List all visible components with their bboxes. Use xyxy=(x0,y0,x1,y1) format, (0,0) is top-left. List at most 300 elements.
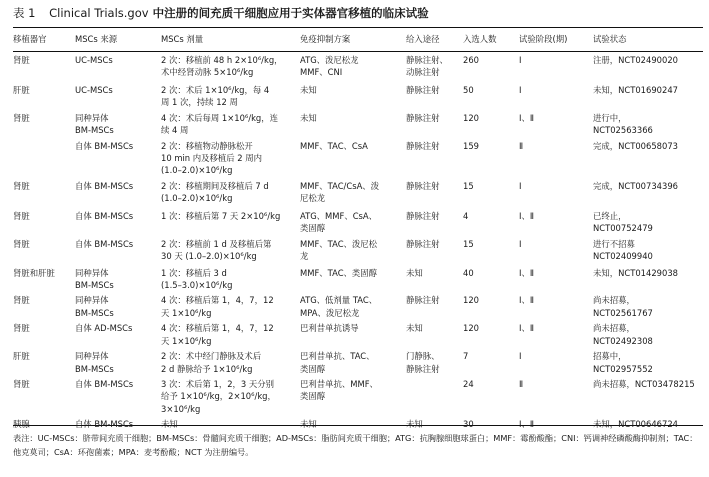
cell-immuno-content xyxy=(300,137,406,152)
cell-source-content xyxy=(75,415,161,430)
cell-organ xyxy=(13,235,75,264)
cell-dose xyxy=(161,264,300,292)
cell-line: 未知，NCT00646724 xyxy=(593,419,678,430)
cell-line: 静脉注射 xyxy=(406,140,440,151)
cell-line: 续 4 周 xyxy=(161,125,189,136)
cell-line: 未知 xyxy=(300,112,317,123)
cell-organ-content xyxy=(13,207,75,222)
cell-route-content xyxy=(406,375,463,378)
table-row xyxy=(13,291,703,319)
cell-line: 自体 AD-MSCs xyxy=(75,323,133,334)
cell-source-content xyxy=(75,347,161,375)
cell-line: 肾脏 xyxy=(13,55,30,65)
cell-line: 静脉注射 xyxy=(406,363,440,374)
cell-status-content xyxy=(593,291,703,319)
cell-line: 静脉注射、 xyxy=(406,55,448,65)
cell-immuno-content xyxy=(300,319,406,334)
cell-source xyxy=(75,415,161,430)
cell-status-content xyxy=(593,207,703,235)
cell-phase xyxy=(519,51,593,81)
cell-organ-content xyxy=(13,137,75,140)
cell-line: (1.0–2.0)×10⁶/kg xyxy=(161,165,233,176)
cell-n-content xyxy=(463,264,519,279)
cell-n-content xyxy=(463,207,519,222)
cell-line: Ⅰ、Ⅱ xyxy=(519,323,534,334)
cell-immuno xyxy=(300,415,406,430)
cell-n-content xyxy=(463,109,519,124)
cell-status-content xyxy=(593,235,703,263)
cell-line: 2 次：移植前 48 h 2×10⁶/kg， xyxy=(161,55,283,65)
cell-line: NCT02957552 xyxy=(593,363,653,374)
cell-line: Ⅰ xyxy=(519,85,522,95)
cell-route-content xyxy=(406,264,463,279)
cell-immuno xyxy=(300,137,406,177)
cell-phase-content xyxy=(519,375,593,390)
cell-n-content xyxy=(463,415,519,430)
cell-line: 肾脏 xyxy=(13,180,30,191)
cell-organ xyxy=(13,375,75,415)
cell-line: 自体 BM-MSCs xyxy=(75,419,134,430)
cell-line: 进行不招募 xyxy=(593,238,635,249)
cell-line: 159 xyxy=(463,140,479,151)
cell-line: 2 次：移植期间及移植后 7 d xyxy=(161,180,269,191)
cell-line: 30 xyxy=(463,419,474,430)
cell-n xyxy=(463,235,519,264)
table-title-zh: 中注册的间充质干细胞应用于实体器官移植的临床试验 xyxy=(148,6,429,20)
cell-immuno xyxy=(300,375,406,415)
cell-dose-content xyxy=(161,319,300,347)
cell-n-content xyxy=(463,319,519,334)
cell-line: 2 d 静脉给予 1×10⁶/kg xyxy=(161,363,253,374)
cell-line: 120 xyxy=(463,295,479,306)
cell-line: 自体 BM-MSCs xyxy=(75,238,134,249)
cell-source-content xyxy=(75,319,161,334)
cell-source xyxy=(75,347,161,375)
table-caption xyxy=(13,5,429,21)
cell-source xyxy=(75,137,161,177)
cell-immuno xyxy=(300,81,406,109)
cell-line: Ⅰ、Ⅱ xyxy=(519,419,534,430)
cell-dose-content xyxy=(161,207,300,222)
table-body xyxy=(13,51,703,431)
cell-line: 同种异体 xyxy=(75,295,109,306)
cell-line: BM-MSCs xyxy=(75,307,114,318)
cell-organ-content xyxy=(13,51,75,66)
cell-line: 静脉注射 xyxy=(406,210,440,221)
table-number: 表 1 xyxy=(13,6,36,20)
cell-route xyxy=(406,137,463,177)
cell-n xyxy=(463,51,519,81)
cell-dose xyxy=(161,235,300,264)
cell-line: 4 次：术后每周 1×10⁶/kg，连 xyxy=(161,112,278,123)
cell-status xyxy=(593,415,703,430)
cell-phase-content xyxy=(519,207,593,222)
cell-dose xyxy=(161,109,300,137)
cell-line: 肾脏和肝脏 xyxy=(13,267,55,278)
cell-line: 尚未招募，NCT03478215 xyxy=(593,378,695,389)
cell-line: 未知 xyxy=(406,419,423,430)
cell-route xyxy=(406,375,463,415)
cell-status xyxy=(593,207,703,235)
cell-line: 静脉注射 xyxy=(406,112,440,123)
cell-n xyxy=(463,291,519,319)
cell-line: 1 次：移植后第 7 天 2×10⁶/kg xyxy=(161,210,281,221)
cell-status-content xyxy=(593,81,703,96)
cell-line: 未知 xyxy=(406,267,423,278)
cell-line: 肾脏 xyxy=(13,295,30,306)
cell-dose-content xyxy=(161,137,300,177)
cell-phase xyxy=(519,415,593,430)
cell-line: Ⅰ xyxy=(519,180,522,191)
cell-dose xyxy=(161,319,300,347)
cell-organ xyxy=(13,109,75,137)
cell-line: 2 次：术中经门静脉及术后 xyxy=(161,351,262,362)
cell-line: 肾脏 xyxy=(13,323,30,334)
cell-n xyxy=(463,177,519,207)
cell-status xyxy=(593,177,703,207)
cell-route xyxy=(406,207,463,235)
cell-dose-content xyxy=(161,264,300,292)
cell-dose-content xyxy=(161,375,300,415)
cell-n xyxy=(463,319,519,347)
table-row xyxy=(13,235,703,264)
cell-status-content xyxy=(593,177,703,192)
cell-phase xyxy=(519,235,593,264)
cell-line: 静脉注射 xyxy=(406,238,440,249)
cell-line: 完成，NCT00658073 xyxy=(593,140,678,151)
col-header-source: MSCs 来源 xyxy=(75,34,118,45)
cell-phase-content xyxy=(519,109,593,124)
cell-route-content xyxy=(406,109,463,124)
cell-n xyxy=(463,207,519,235)
cell-phase-content xyxy=(519,235,593,250)
cell-line: 2 次：移植物动静脉松开 xyxy=(161,140,253,151)
cell-phase-content xyxy=(519,264,593,279)
cell-line: 120 xyxy=(463,323,479,334)
cell-source-content xyxy=(75,291,161,319)
cell-line: 50 xyxy=(463,85,474,95)
col-header-status: 试验状态 xyxy=(593,34,627,45)
cell-status-content xyxy=(593,375,703,390)
cell-line: 胰腺 xyxy=(13,419,30,430)
cell-line: 30 天 (1.0–2.0)×10⁶/kg xyxy=(161,251,257,262)
cell-line: 天 1×10⁶/kg xyxy=(161,307,212,318)
cell-line: 类固醇 xyxy=(300,391,326,402)
cell-line: 天 1×10⁶/kg xyxy=(161,335,212,346)
cell-source-content xyxy=(75,51,161,66)
cell-source xyxy=(75,51,161,81)
cell-n-content xyxy=(463,235,519,250)
cell-dose-content xyxy=(161,81,300,109)
table-row xyxy=(13,137,703,177)
cell-immuno-content xyxy=(300,291,406,319)
cell-phase xyxy=(519,347,593,375)
cell-dose-content xyxy=(161,51,300,79)
cell-dose xyxy=(161,81,300,109)
cell-status xyxy=(593,51,703,81)
cell-status-content xyxy=(593,109,703,137)
cell-organ xyxy=(13,177,75,207)
cell-route-content xyxy=(406,235,463,250)
cell-line: 4 xyxy=(463,210,469,221)
col-header-n: 入选人数 xyxy=(463,34,497,45)
cell-line: 3×10⁶/kg xyxy=(161,403,201,414)
cell-source-content xyxy=(75,177,161,192)
table-footnote: 表注：UC-MSCs：脐带间充质干细胞；BM-MSCs：骨髓间充质干细胞；AD-MSCs：脂肪间充质干细胞；ATG：抗胸腺细胞球蛋白；MMF：霉酚酸酯；CNI：钙调神经磷酸酶抑制剂；TAC：他克莫司；CsA：环孢菌素；MPA：麦考酚酸；NCT 为注册编号。 xyxy=(13,433,698,457)
cell-phase xyxy=(519,264,593,292)
cell-line: 给予 1×10⁶/kg，2×10⁶/kg， xyxy=(161,391,276,402)
cell-dose xyxy=(161,177,300,207)
cell-line: Ⅱ xyxy=(519,378,524,389)
table-row xyxy=(13,109,703,137)
cell-organ-content xyxy=(13,347,75,362)
cell-status-content xyxy=(593,415,703,430)
cell-line: 10 min 内及移植后 2 周内 xyxy=(161,153,263,164)
cell-line: 肾脏 xyxy=(13,112,30,123)
cell-dose-content xyxy=(161,347,300,375)
cell-line: 24 xyxy=(463,378,474,389)
cell-line: Ⅰ、Ⅱ xyxy=(519,112,534,123)
cell-route-content xyxy=(406,207,463,222)
cell-source-content xyxy=(75,207,161,222)
cell-line: 类固醇 xyxy=(300,223,326,234)
cell-n-content xyxy=(463,347,519,362)
cell-immuno-content xyxy=(300,347,406,375)
table-row xyxy=(13,347,703,375)
cell-source xyxy=(75,375,161,415)
col-header-organ: 移植器官 xyxy=(13,34,47,45)
cell-route-content xyxy=(406,347,463,375)
cell-status xyxy=(593,375,703,415)
cell-route xyxy=(406,319,463,347)
cell-immuno xyxy=(300,109,406,137)
cell-line: (1.5–3.0)×10⁶/kg xyxy=(161,280,233,291)
cell-n-content xyxy=(463,375,519,390)
cell-line: 自体 BM-MSCs xyxy=(75,180,134,191)
cell-line: 龙 xyxy=(300,251,309,262)
cell-line: 120 xyxy=(463,112,479,123)
cell-line: 未知 xyxy=(161,419,178,430)
cell-source-content xyxy=(75,375,161,390)
cell-organ-content xyxy=(13,81,75,96)
cell-line: 肾脏 xyxy=(13,378,30,389)
cell-immuno-content xyxy=(300,264,406,279)
cell-route xyxy=(406,235,463,264)
cell-immuno-content xyxy=(300,51,406,79)
cell-organ xyxy=(13,81,75,109)
cell-line: 注册，NCT02490020 xyxy=(593,55,678,65)
cell-line: ATG、低剂量 TAC、 xyxy=(300,295,378,306)
cell-phase xyxy=(519,81,593,109)
cell-line: 同种异体 xyxy=(75,112,109,123)
cell-line: 40 xyxy=(463,267,474,278)
col-header-dose: MSCs 剂量 xyxy=(161,34,204,45)
cell-line: 4 次：移植后第 1，4，7，12 xyxy=(161,295,274,306)
cell-route-content xyxy=(406,291,463,306)
cell-immuno-content xyxy=(300,235,406,263)
cell-dose xyxy=(161,207,300,235)
cell-dose-content xyxy=(161,109,300,137)
clinical-trials-table xyxy=(13,28,703,431)
cell-line: 静脉注射 xyxy=(406,295,440,306)
cell-line: 门静脉、 xyxy=(406,351,440,362)
cell-line: MMF、CNI xyxy=(300,67,343,78)
cell-line: BM-MSCs xyxy=(75,125,114,136)
cell-line: MMF、TAC/CsA、泼 xyxy=(300,180,380,191)
cell-phase xyxy=(519,109,593,137)
cell-line: 进行中， xyxy=(593,112,627,123)
cell-organ-content xyxy=(13,291,75,306)
table-row xyxy=(13,375,703,415)
cell-immuno-content xyxy=(300,177,406,205)
cell-line: 2 次：移植前 1 d 及移植后第 xyxy=(161,238,272,249)
cell-dose-content xyxy=(161,291,300,319)
cell-immuno-content xyxy=(300,207,406,235)
cell-line: Ⅱ xyxy=(519,140,524,151)
cell-status xyxy=(593,137,703,177)
cell-status xyxy=(593,235,703,264)
cell-line: 未知，NCT01429038 xyxy=(593,267,678,278)
cell-organ-content xyxy=(13,109,75,124)
cell-n xyxy=(463,264,519,292)
cell-source xyxy=(75,177,161,207)
cell-line: 静脉注射 xyxy=(406,85,440,95)
cell-n-content xyxy=(463,177,519,192)
cell-route xyxy=(406,415,463,430)
cell-line: 周 1 次，持续 12 周 xyxy=(161,97,238,108)
cell-line: Ⅰ xyxy=(519,55,522,65)
table-row xyxy=(13,207,703,235)
cell-line: 260 xyxy=(463,55,479,65)
cell-line: MMF、TAC、CsA xyxy=(300,140,368,151)
cell-line: 肾脏 xyxy=(13,238,30,249)
cell-line: NCT00752479 xyxy=(593,223,653,234)
cell-line: 尚未招募， xyxy=(593,295,635,306)
cell-phase-content xyxy=(519,137,593,152)
cell-route-content xyxy=(406,51,463,79)
cell-phase xyxy=(519,137,593,177)
cell-route xyxy=(406,291,463,319)
cell-route-content xyxy=(406,81,463,96)
cell-phase xyxy=(519,319,593,347)
cell-line: ATG、泼尼松龙 xyxy=(300,55,359,65)
cell-immuno xyxy=(300,264,406,292)
cell-organ-content xyxy=(13,177,75,192)
cell-immuno xyxy=(300,347,406,375)
cell-route-content xyxy=(406,177,463,192)
cell-line: 未知 xyxy=(406,323,423,334)
cell-organ-content xyxy=(13,375,75,390)
cell-line: NCT02563366 xyxy=(593,125,653,136)
cell-source-content xyxy=(75,81,161,96)
cell-phase-content xyxy=(519,347,593,362)
cell-line: 招募中， xyxy=(593,351,627,362)
cell-line: Ⅰ、Ⅱ xyxy=(519,210,534,221)
cell-line: 自体 BM-MSCs xyxy=(75,140,134,151)
cell-immuno xyxy=(300,207,406,235)
cell-line: 2 次：术后 1×10⁶/kg，每 4 xyxy=(161,85,270,95)
cell-organ-content xyxy=(13,235,75,250)
cell-immuno xyxy=(300,51,406,81)
cell-dose xyxy=(161,51,300,81)
cell-line: 术中经肾动脉 5×10⁶/kg xyxy=(161,67,254,78)
col-header-immuno: 免疫抑制方案 xyxy=(300,34,351,45)
cell-dose xyxy=(161,291,300,319)
cell-status xyxy=(593,264,703,292)
cell-n xyxy=(463,109,519,137)
cell-line: 15 xyxy=(463,238,474,249)
cell-line: 7 xyxy=(463,351,469,362)
cell-phase-content xyxy=(519,291,593,306)
cell-dose-content xyxy=(161,235,300,263)
cell-line: 尚未招募， xyxy=(593,323,635,334)
cell-dose-content xyxy=(161,177,300,205)
cell-immuno-content xyxy=(300,415,406,430)
cell-line: (1.0–2.0)×10⁶/kg xyxy=(161,193,233,204)
cell-route xyxy=(406,51,463,81)
cell-status-content xyxy=(593,264,703,279)
cell-source-content xyxy=(75,235,161,250)
cell-dose-content xyxy=(161,415,300,430)
table-row xyxy=(13,51,703,81)
cell-dose xyxy=(161,415,300,430)
cell-immuno-content xyxy=(300,81,406,96)
cell-phase-content xyxy=(519,51,593,66)
cell-line: UC-MSCs xyxy=(75,55,113,65)
cell-line: 静脉注射 xyxy=(406,180,440,191)
cell-n xyxy=(463,347,519,375)
table-row xyxy=(13,415,703,430)
cell-line: 肝脏 xyxy=(13,85,30,95)
cell-phase-content xyxy=(519,177,593,192)
cell-organ xyxy=(13,291,75,319)
cell-line: 同种异体 xyxy=(75,267,109,278)
col-header-route: 给入途径 xyxy=(406,34,440,45)
cell-line: 类固醇 xyxy=(300,363,326,374)
cell-immuno-content xyxy=(300,375,406,403)
cell-source-content xyxy=(75,137,161,152)
cell-line: 15 xyxy=(463,180,474,191)
cell-status xyxy=(593,109,703,137)
cell-phase xyxy=(519,177,593,207)
cell-organ xyxy=(13,207,75,235)
cell-dose xyxy=(161,137,300,177)
cell-source xyxy=(75,207,161,235)
cell-line: 完成，NCT00734396 xyxy=(593,180,678,191)
cell-n-content xyxy=(463,51,519,66)
table-row xyxy=(13,264,703,292)
header-row xyxy=(13,28,703,51)
cell-status xyxy=(593,291,703,319)
cell-route-content xyxy=(406,415,463,430)
cell-immuno-content xyxy=(300,109,406,124)
cell-line: NCT02492308 xyxy=(593,335,653,346)
cell-source xyxy=(75,319,161,347)
table-title xyxy=(49,6,428,20)
cell-immuno xyxy=(300,319,406,347)
cell-phase-content xyxy=(519,319,593,334)
cell-line: 动脉注射 xyxy=(406,67,440,78)
cell-line: BM-MSCs xyxy=(75,280,114,291)
cell-phase xyxy=(519,375,593,415)
cell-immuno xyxy=(300,291,406,319)
cell-line: MMF、TAC、类固醇 xyxy=(300,267,378,278)
cell-route xyxy=(406,264,463,292)
cell-organ xyxy=(13,51,75,81)
cell-dose xyxy=(161,347,300,375)
cell-line: 1 次：移植后 3 d xyxy=(161,267,227,278)
cell-line: NCT02409940 xyxy=(593,251,653,262)
